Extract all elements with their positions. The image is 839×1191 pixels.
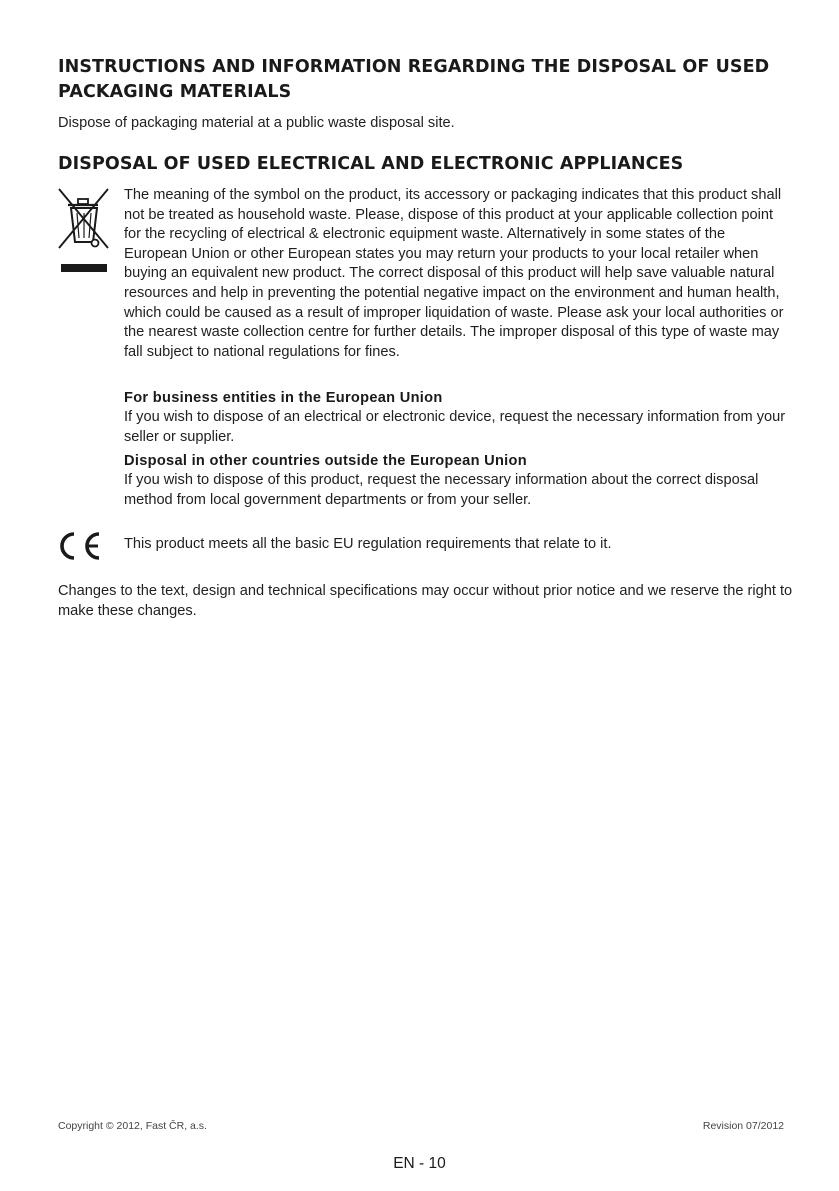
electrical-text: The meaning of the symbol on the product, its accessory or packaging indicates that this product shall not be treated as household waste. Please, dispose of this product at your applicable collection point for the recycling of electrical & electronic equipment waste. Alternatively in some states of the European Union or other European states you may return your products to your local retailer when buying an equivalent new product. The correct disposal of this product will help save valuable natural resources and help in preventing the potential negative impact on the environment and human health, which could be caused as a result of improper liquidation of waste. Please ask your local authorities or the nearest waste collection centre for further details. The improper disposal of this type of waste may fall subject to national regulations for fines. [124, 187, 784, 360]
electrical-heading: DISPOSAL OF USED ELECTRICAL AND ELECTRONIC APPLIANCES [58, 154, 684, 174]
business-heading: For business entities in the European Union [124, 390, 443, 406]
other-countries-text: If you wish to dispose of this product, request the necessary information about the correct disposal method from local government departments or from your seller. [124, 472, 759, 508]
packaging-text: Dispose of packaging material at a public waste disposal site. [58, 115, 455, 131]
other-countries-heading: Disposal in other countries outside the European Union [124, 453, 527, 469]
changes-notice: Changes to the text, design and technical specifications may occur without prior notice and we reserve the right to make these changes. [58, 583, 793, 619]
packaging-heading: INSTRUCTIONS AND INFORMATION REGARDING THE DISPOSAL OF USED PACKAGING MATERIALS [58, 57, 770, 102]
business-text: If you wish to dispose of an electrical or electronic device, request the necessary information from your seller or supplier. [124, 409, 786, 445]
ce-mark-icon [55, 530, 105, 562]
ce-text: This product meets all the basic EU regulation requirements that relate to it. [124, 536, 612, 552]
footer-revision: Revision 07/2012 [702, 1120, 784, 1132]
footer-copyright: Copyright © 2012, Fast ČR, a.s. [58, 1120, 207, 1132]
weee-crossed-bin-icon [55, 186, 111, 276]
page-number: EN - 10 [393, 1155, 446, 1172]
